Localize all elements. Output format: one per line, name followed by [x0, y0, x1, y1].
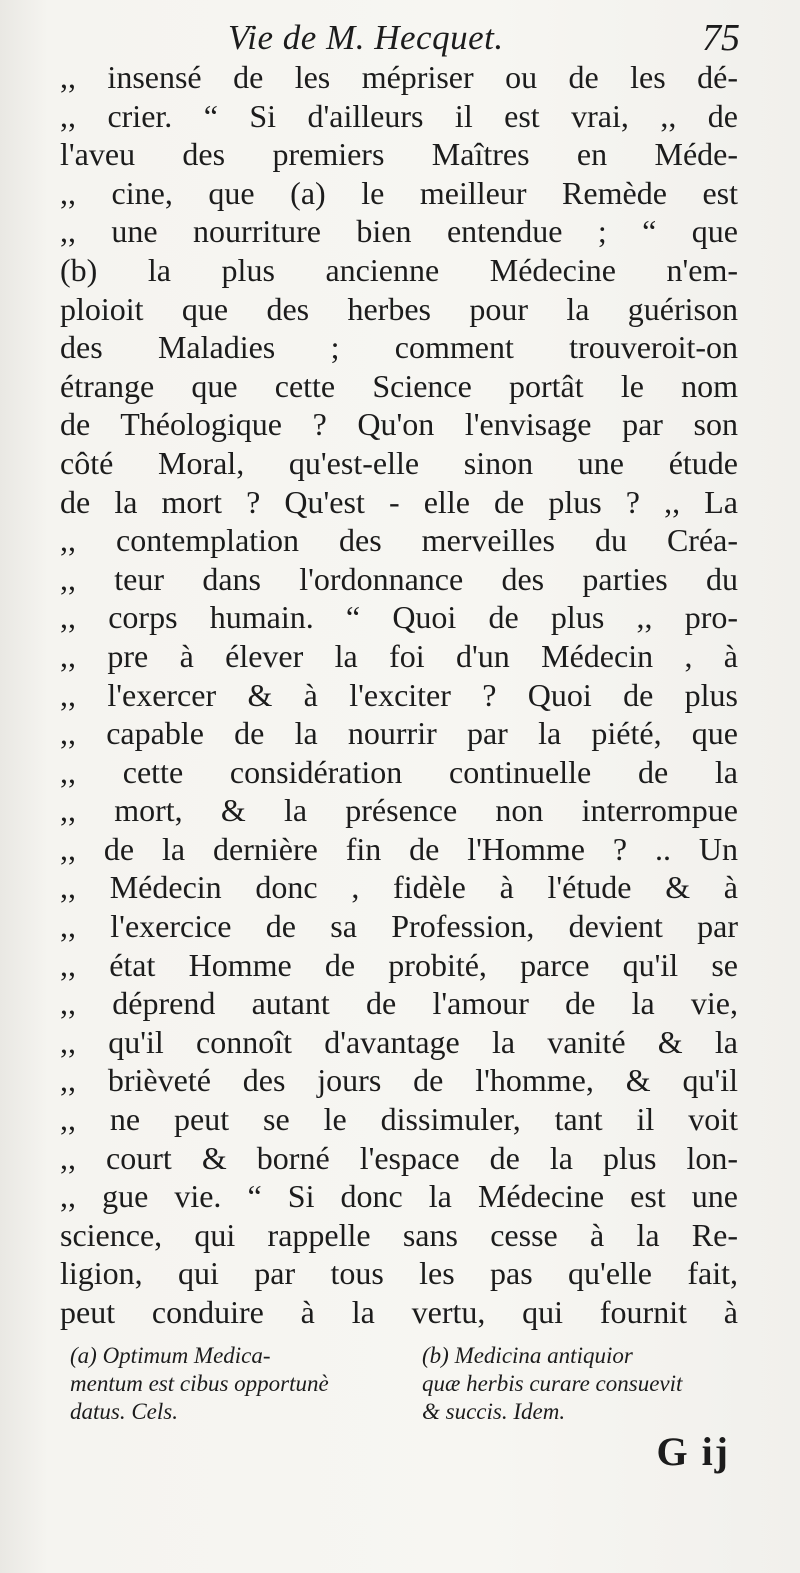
- text-line: ,, l'exercer & à l'exciter ? Quoi de plus: [60, 676, 738, 713]
- text-line: côté Moral, qu'est-elle sinon une étude: [60, 444, 738, 481]
- text-line: ,, capable de la nourrir par la piété, que: [60, 715, 738, 752]
- text-line: ligion, qui par tous les pas qu'elle fait,: [60, 1255, 738, 1292]
- text-line: ,, brièveté des jours de l'homme, & qu'il: [60, 1062, 738, 1099]
- footnote-b: [422, 1342, 752, 1426]
- text-line: ,, cette considération continuelle de la: [60, 753, 738, 790]
- text-line: ,, pre à élever la foi d'un Médecin , à: [60, 637, 738, 674]
- text-line: (b) la plus ancienne Médecine n'em-: [60, 251, 738, 288]
- text-line: des Maladies ; comment trouveroit-on: [60, 329, 738, 366]
- text-line: ,, l'exercice de sa Profession, devient par: [60, 908, 738, 945]
- text-line: ,, corps humain. “ Quoi de plus ,, pro-: [60, 599, 738, 636]
- text-line: ,, court & borné l'espace de la plus lon-: [60, 1139, 738, 1176]
- footnote-line: (b) Medicina antiquior: [422, 1343, 633, 1368]
- footnote-line: quæ herbis curare consuevit: [422, 1371, 683, 1396]
- footnote-a: [70, 1342, 400, 1426]
- page-number: 75: [702, 17, 740, 59]
- footnote-line: (a) Optimum Medica-: [70, 1343, 271, 1368]
- footnote-line: mentum est cibus opportunè: [70, 1371, 329, 1396]
- text-line: peut conduire à la vertu, qui fournit à: [60, 1294, 738, 1330]
- text-line: ,, ne peut se le dissimuler, tant il voit: [60, 1101, 738, 1138]
- text-line: de Théologique ? Qu'on l'envisage par son: [60, 406, 738, 443]
- text-line: ,, déprend autant de l'amour de la vie,: [60, 985, 738, 1022]
- text-line: ,, gue vie. “ Si donc la Médecine est une: [60, 1178, 738, 1215]
- text-line: l'aveu des premiers Maîtres en Méde-: [60, 136, 738, 173]
- text-line: ,, contemplation des merveilles du Créa-: [60, 522, 738, 559]
- signature-mark: G ij: [656, 1429, 730, 1474]
- page-header: [60, 14, 740, 64]
- body-text: [60, 58, 738, 1332]
- text-line: ploioit que des herbes pour la guérison: [60, 290, 738, 327]
- text-line: de la mort ? Qu'est - elle de plus ? ,, La: [60, 483, 738, 520]
- text-line: science, qui rappelle sans cesse à la Re-: [60, 1216, 738, 1253]
- text-line: ,, insensé de les mépriser ou de les dé-: [60, 59, 738, 95]
- text-line: ,, Médecin donc , fidèle à l'étude & à: [60, 869, 738, 906]
- text-line: ,, teur dans l'ordonnance des parties du: [60, 560, 738, 597]
- footnotes: [60, 1342, 750, 1422]
- text-line: ,, une nourriture bien entendue ; “ que: [60, 213, 738, 250]
- text-line: ,, de la dernière fin de l'Homme ? .. Un: [60, 830, 738, 867]
- text-line: ,, crier. “ Si d'ailleurs il est vrai, ,, de: [60, 97, 738, 134]
- text-line: ,, qu'il connoît d'avantage la vanité & la: [60, 1023, 738, 1060]
- footnote-line: datus. Cels.: [70, 1399, 178, 1424]
- footnote-line: & succis. Idem.: [422, 1399, 566, 1424]
- text-line: ,, cine, que (a) le meilleur Remède est: [60, 174, 738, 211]
- text-line: ,, mort, & la présence non interrompue: [60, 792, 738, 829]
- text-line: étrange que cette Science portât le nom: [60, 367, 738, 404]
- running-head: Vie de M. Hecquet.: [228, 18, 504, 57]
- text-line: ,, état Homme de probité, parce qu'il se: [60, 946, 738, 983]
